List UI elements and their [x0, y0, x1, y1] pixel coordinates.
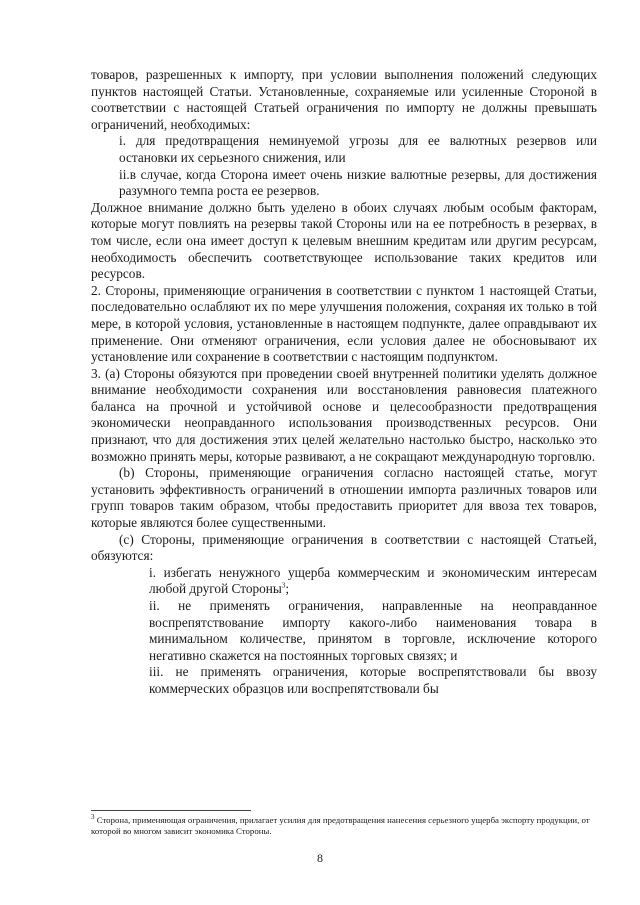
- subitem-i: [149, 565, 597, 598]
- footnote-mark: 3: [91, 813, 95, 822]
- paragraph-3b: (b) Стороны, применяющие ограничения согласно настоящей статье, могут установить эффективность ограничений в отношении импорта различных товаров или групп товаров таким образом, чтобы предоставить приоритет для ввоза тех товаров, которые являются более существенными.: [91, 465, 597, 531]
- list-item-ii: ii.в случае, когда Сторона имеет очень низкие валютные резервы, для достижения разумного темпа роста ее резервов.: [119, 166, 597, 199]
- footnote-reference: 3: [281, 581, 286, 590]
- page-number: 8: [317, 851, 323, 865]
- paragraph-continuation: товаров, разрешенных к импорту, при условии выполнения положений следующих пунктов настоящей Статьи. Установленные, сохраняемые или усиленные Стороной в соответствии с настоящей Статьей ограничения по импорту не должны превышать ограничений, необходимых:: [91, 67, 597, 132]
- subitem-iii-number: iii.: [149, 664, 164, 680]
- paragraph-2: 2. Стороны, применяющие ограничения в соответствии с пунктом 1 настоящей Статьи, последовательно ослабляют их по мере улучшения положения, сохраняя их только в той мере, в которой условия, установленные в настоящем подпункте, далее оправдывают их применение. Они отменяют ограничения, если условия далее не обосновывают их установление или сохранение в соответствии с настоящим подпунктом.: [91, 282, 597, 365]
- subitem-ii-text: не применять ограничения, направленные на неоправданное воспрепятствование импорту какого-либо наименования товара в минимальном количестве, принятом в торговле, исключение которого негативно скажется на постоянных торговых связях; и: [149, 598, 597, 663]
- footnote-text: Сторона, применяющая ограничения, прилагает усилия для предотвращения нанесения серьезного ущерба экспорту продукции, от которой во многом зависит экономика Стороны.: [91, 815, 590, 836]
- subitem-ii-number: ii.: [149, 598, 160, 613]
- subitem-iii-text: не применять ограничения, которые воспрепятствовали бы ввозу коммерческих образцов или воспрепятствовали бы: [149, 664, 597, 696]
- list-item-i: i. для предотвращения неминуемой угрозы для ее валютных резервов или остановки их серьезного снижения, или: [119, 133, 597, 165]
- subitem-iii: [149, 664, 597, 697]
- subitem-i-number: i.: [149, 564, 157, 580]
- paragraph-due-attention: Должное внимание должно быть уделено в обоих случаях любым особым факторам, которые могут повлиять на резервы такой Стороны или на ее потребность в резервах, в том числе, если она имеет доступ к целевым внешним кредитам или другим ресурсам, необходимость обеспечить соответствующее использование таких кредитов или ресурсов.: [91, 199, 597, 282]
- paragraph-3c: (с) Стороны, применяющие ограничения в соответствии с настоящей Статьей, обязуются:: [91, 531, 597, 564]
- footnote-divider: [91, 810, 251, 811]
- body-text: [91, 67, 597, 698]
- paragraph-3a: 3. (а) Стороны обязуются при проведении своей внутренней политики уделять должное внимание необходимости сохранения или восстановления равновесия платежного баланса на прочной и устойчивой основе и целесообразности предотвращения экономически неоправданного использования производственных ресурсов. Они признают, что для достижения этих целей желательно настолько быстро, насколько это возможно принять меры, которые развивают, а не сокращают международную торговлю.: [91, 365, 597, 464]
- subitem-ii: [149, 598, 597, 664]
- subitem-i-text: избегать ненужного ущерба коммерческим и экономическим интересам любой другой Стороны: [149, 564, 598, 597]
- subitem-i-end: ;: [285, 581, 290, 597]
- footnote: [91, 815, 597, 837]
